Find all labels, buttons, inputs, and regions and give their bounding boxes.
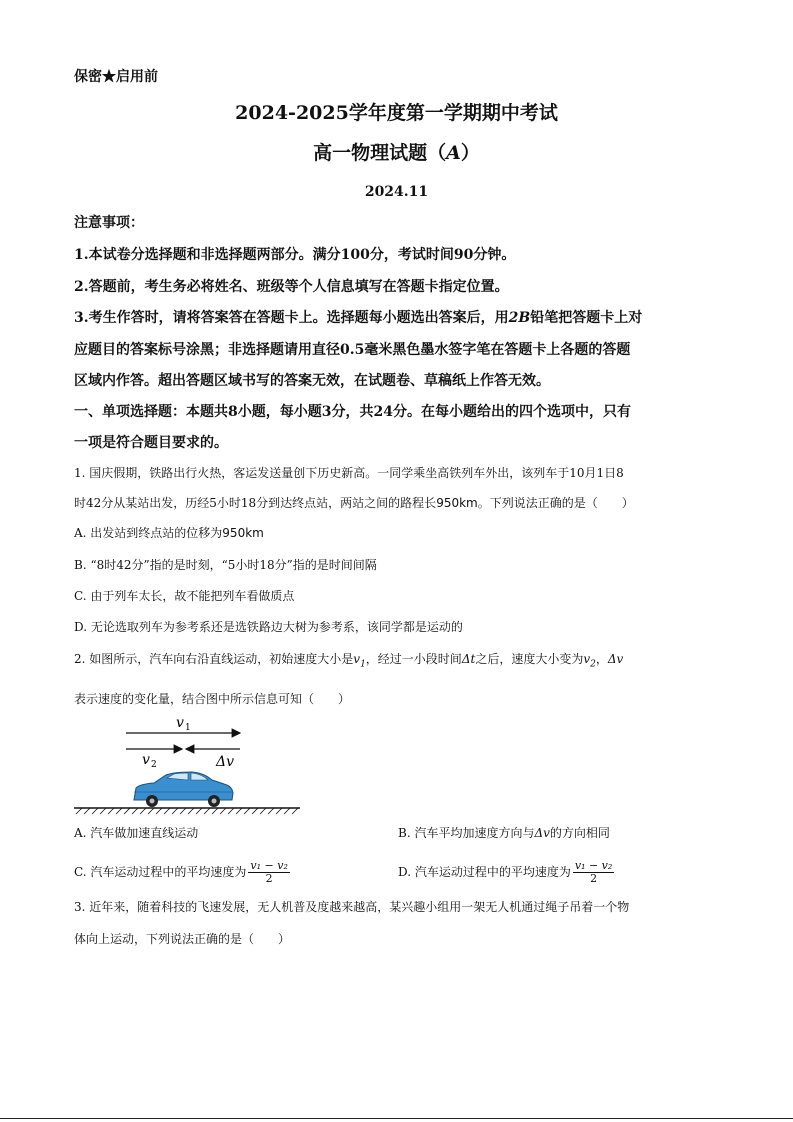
v2-subscript: 2 [151, 760, 157, 770]
q2-option-c: C. 汽车运动过程中的平均速度为 $\frac{\text{v₁ − v₂}}{2}$ [74, 859, 288, 885]
notes-heading: 注意事项： [74, 215, 144, 231]
q2-option-d: D. 汽车运动过程中的平均速度为 $\frac{\text{v₁ − v₂}}{2}$ [398, 859, 613, 885]
exam-subtitle: 高一物理试题（A） [313, 142, 480, 164]
note-item-3-line2: 应题目的答案标号涂黑；非选择题请用直径0.5毫米黑色墨水签字笔在答题卡上各题的答题 [74, 342, 631, 358]
exam-date: 2024.11 [364, 184, 429, 200]
note-item-2: 2.答题前，考生务必将姓名、班级等个人信息填写在答题卡指定位置。 [74, 279, 509, 295]
q3-stem-line2: 体向上运动，下列说法正确的是（ ） [74, 932, 291, 946]
car-velocity-figure [74, 708, 314, 818]
q1-option-c: C. 由于列车太长，故不能把列车看做质点 [74, 589, 295, 603]
q1-stem-line1: 1. 国庆假期，铁路出行火热，客运发送量创下历史新高。一同学乘坐高铁列车外出，该列车于10月1日8 [74, 466, 624, 480]
q3-stem-line1: 3. 近年来，随着科技的飞速发展，无人机普及度越来越高，某兴趣小组用一架无人机通过绳子吊着一个物 [74, 900, 630, 914]
q2-option-b: B. 汽车平均加速度方向与Δv的方向相同 [398, 826, 610, 840]
confidential-label: 保密★启用前 [74, 69, 158, 85]
note-item-3-line1: 3.考生作答时，请将答案答在答题卡上。选择题每小题选出答案后，用2B铅笔把答题卡上对 [74, 310, 643, 326]
v2-label: v [142, 752, 150, 768]
q2-stem-line2: 表示速度的变化量，结合图中所示信息可知（ ） [74, 692, 351, 706]
v1-subscript: 1 [185, 723, 191, 733]
v1-label: v [176, 715, 184, 731]
q1-stem-line2: 时42分从某站出发，历经5小时18分到达终点站，两站之间的路程长950km。下列说法正确的是（ ） [74, 496, 634, 510]
delta-v-label: Δv [216, 754, 235, 770]
q2-option-a: A. 汽车做加速直线运动 [74, 826, 199, 840]
note-item-3-line3: 区域内作答。超出答题区域书写的答案无效，在试题卷、草稿纸上作答无效。 [74, 373, 550, 389]
section-heading-line1: 一、单项选择题：本题共8小题，每小题3分，共24分。在每小题给出的四个选项中，只有 [74, 404, 631, 420]
q1-option-b: B. “8时42分”指的是时刻，“5小时18分”指的是时间间隔 [74, 558, 377, 572]
q2-stem-line1: 2. 如图所示，汽车向右沿直线运动，初始速度大小是$v_1$，经过一小段时间Δt之后，速度大小变为$v_2$，Δv [74, 652, 624, 670]
ground-hatching [76, 808, 298, 814]
section-heading-line2: 一项是符合题目要求的。 [74, 435, 228, 451]
note-item-1: 1.本试卷分选择题和非选择题两部分。满分100分，考试时间90分钟。 [74, 247, 516, 263]
q1-option-d: D. 无论选取列车为参考系还是选铁路边大树为参考系，该同学都是运动的 [74, 620, 463, 634]
exam-title: 2024-2025学年度第一学期期中考试 [235, 102, 558, 124]
q1-option-a: A. 出发站到终点站的位移为950km [74, 526, 264, 540]
page-bottom-rule [0, 1118, 793, 1119]
car-illustration [134, 772, 233, 807]
